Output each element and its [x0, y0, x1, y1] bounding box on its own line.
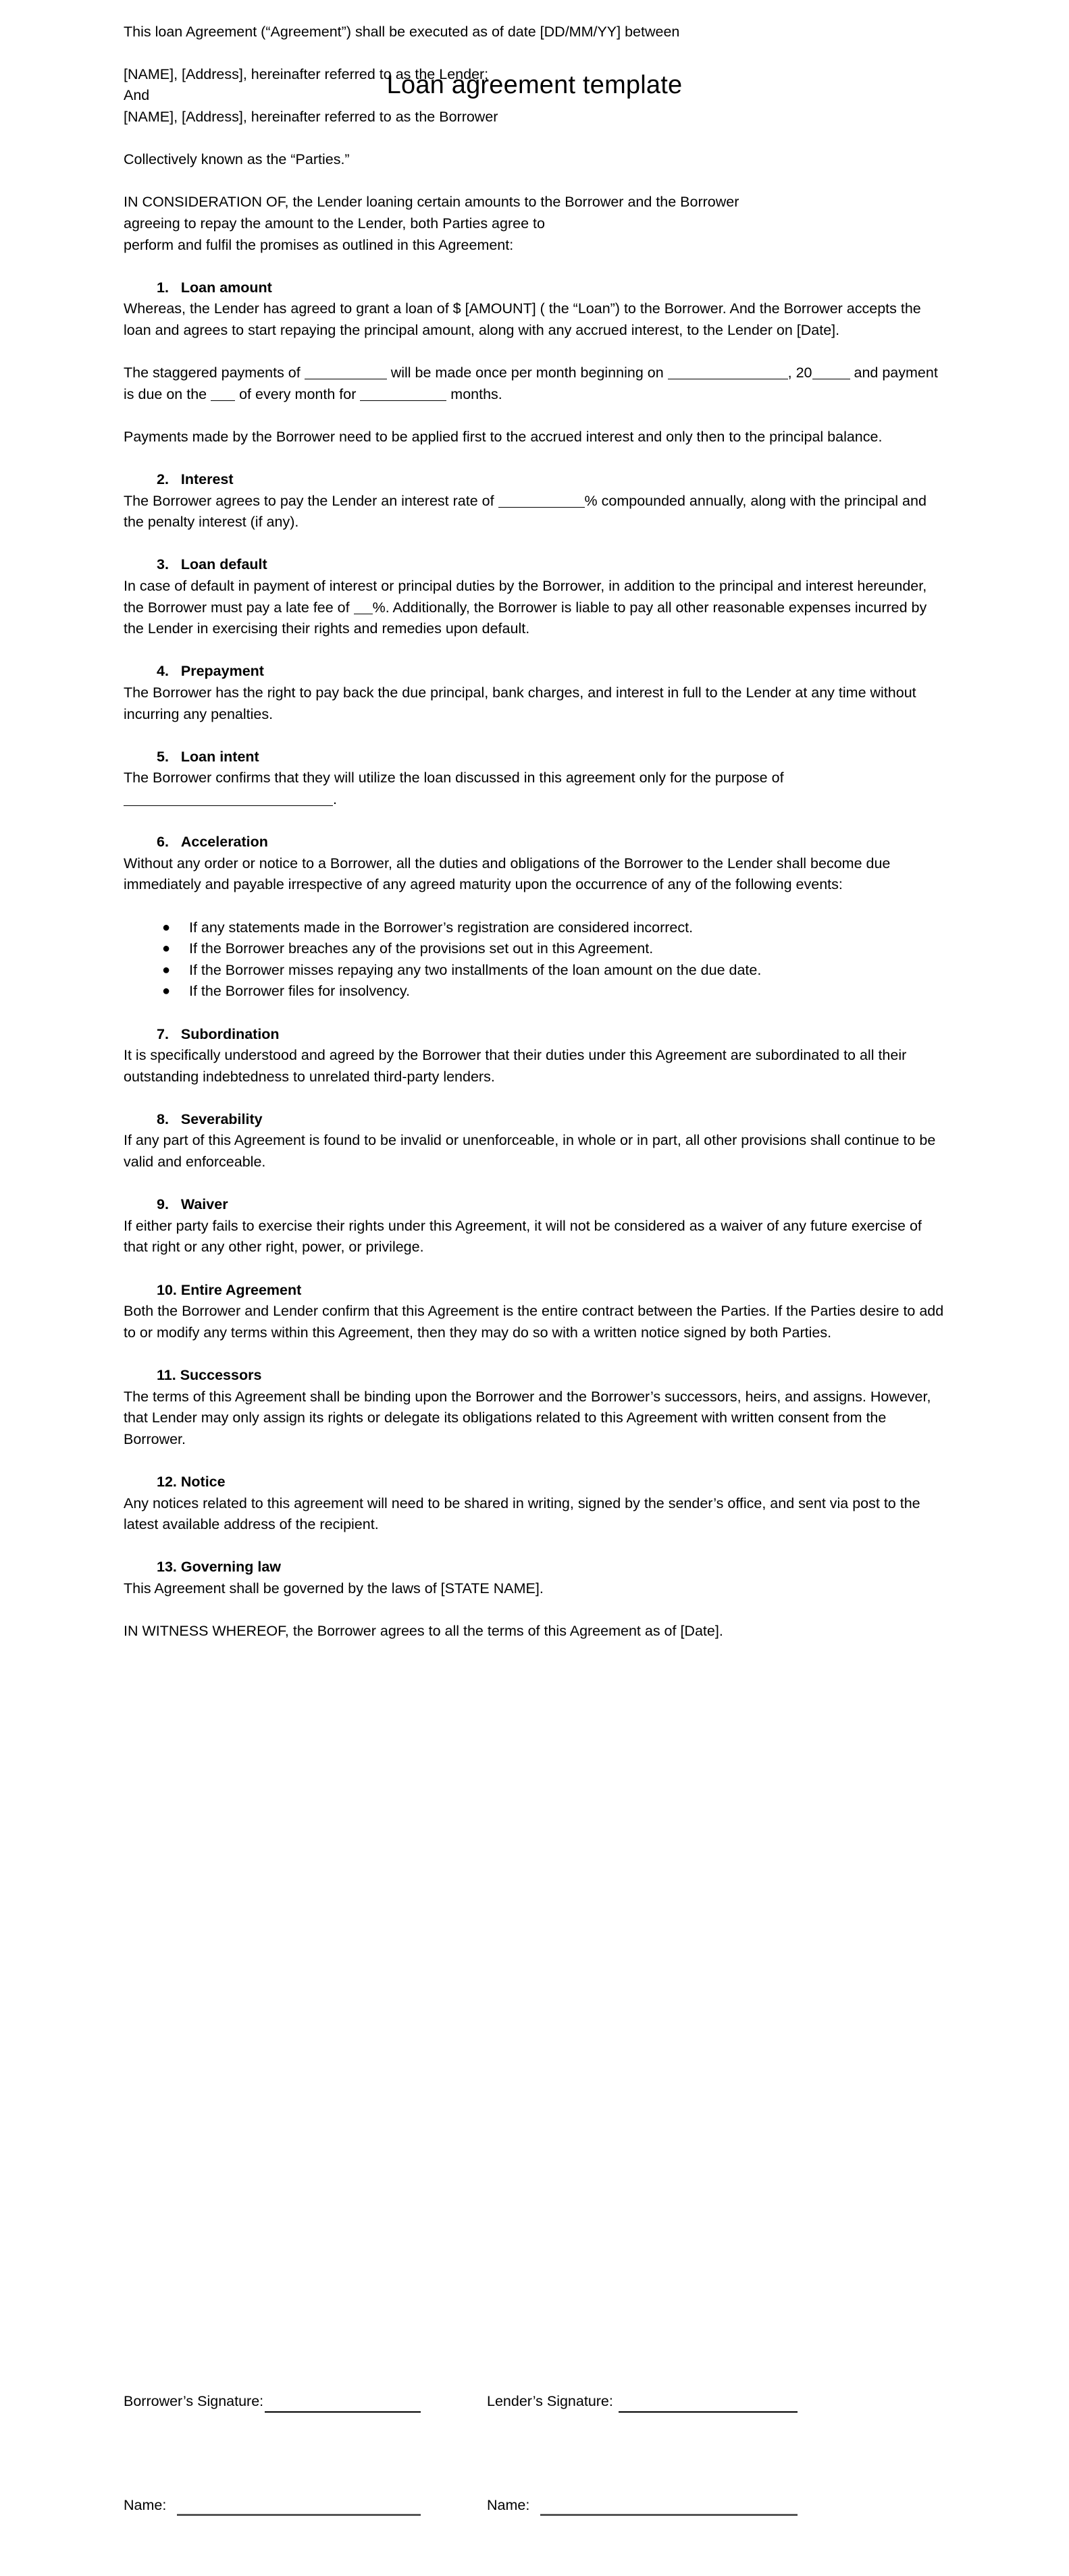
section-heading-notice [124, 1472, 946, 1493]
spacer [124, 1536, 946, 1557]
section-number: 13. [157, 1559, 177, 1576]
section-body-loan-amount: Whereas, the Lender has agreed to grant a loan of $ [AMOUNT] ( the “Loan”) to the Borrower. And the Borrower accepts the loan and agrees to start repaying the principal amount, along with any accrued interest, to the Lender on [Date]. [124, 300, 921, 338]
intent-text-b: . [333, 790, 337, 807]
borrower-name-line[interactable] [177, 2499, 421, 2516]
section-title: Acceleration [180, 834, 268, 851]
section-title: Governing law [180, 1559, 282, 1576]
signature-row [124, 2391, 946, 2413]
section-heading-loan-amount [124, 277, 946, 299]
section-heading-successors [124, 1365, 946, 1387]
bullet-icon: ● [162, 941, 171, 957]
spacer [124, 128, 946, 150]
section-number: 10. [157, 1281, 177, 1298]
section-heading-loan-intent [124, 747, 946, 768]
staggered-text-e: of every month for [235, 385, 361, 402]
lender-name-label: Name: [487, 2496, 534, 2513]
section-number: 12. [157, 1473, 177, 1490]
intro-collectively-line: Collectively known as the “Parties.” [124, 151, 350, 168]
borrower-name-field [124, 2495, 421, 2517]
section-title: Entire Agreement [180, 1281, 302, 1298]
intro-lender-line: [NAME], [Address], hereinafter referred to as the Lender; [124, 65, 489, 82]
section-title: Loan intent [180, 748, 259, 765]
document-body [124, 0, 946, 1642]
lender-signature-label: Lender’s Signature: [487, 2393, 617, 2409]
months-count-blank[interactable] [360, 387, 446, 401]
spacer [124, 811, 946, 832]
begin-month-blank[interactable] [668, 365, 788, 379]
spacer [124, 640, 946, 662]
staggered-text-b: will be made once per month beginning on [386, 365, 668, 381]
list-item-label: If the Borrower files for insolvency. [189, 983, 411, 1000]
section-number: 7. [157, 1025, 169, 1042]
spacer [124, 171, 946, 192]
spacer [124, 725, 946, 747]
list-item [124, 981, 946, 1002]
section-number: 1. [157, 279, 169, 296]
spacer [124, 0, 946, 22]
list-item [124, 938, 946, 960]
section-body-prepayment: The Borrower has the right to pay back the due principal, bank charges, and interest in full to the Lender at any time without incurring any penalties. [124, 685, 916, 722]
borrower-signature-field [124, 2391, 421, 2413]
lender-name-field [487, 2495, 798, 2517]
section-body-notice: Any notices related to this agreement will need to be shared in writing, signed by the sender’s office, and sent via post to the latest available address of the recipient. [124, 1495, 920, 1533]
section-body-waiver: If either party fails to exercise their rights under this Agreement, it will not be considered as a waiver of any future exercise of that right or any other right, power, or privilege. [124, 1217, 922, 1256]
due-day-blank[interactable] [211, 387, 235, 401]
spacer [124, 1600, 946, 1621]
page-title: Loan agreement template [386, 71, 683, 99]
staggered-text-f: months. [446, 385, 502, 402]
spacer [124, 533, 946, 555]
spacer [124, 448, 946, 469]
intro-consideration-line-2: agreeing to repay the amount to the Lender, both Parties agree to [124, 215, 545, 232]
section-body-governing-law: This Agreement shall be governed by the laws of [STATE NAME]. [124, 1580, 544, 1596]
lender-signature-line[interactable] [619, 2398, 798, 2413]
spacer [124, 2413, 946, 2495]
borrower-signature-label: Borrower’s Signature: [124, 2393, 264, 2409]
name-row [124, 2495, 946, 2517]
intro-and-line: And [124, 87, 150, 104]
borrower-signature-line[interactable] [265, 2398, 421, 2413]
default-text-b: %. Additionally, the Borrower is liable to pay all other reasonable expenses incurred by the Lender in exercising their rights and remedies upon default. [124, 599, 927, 637]
section-number: 6. [157, 834, 169, 851]
section-title: Prepayment [180, 663, 264, 680]
lender-signature-field [487, 2391, 798, 2413]
interest-text-a: The Borrower agrees to pay the Lender an interest rate of [124, 492, 498, 509]
bullet-icon: ● [162, 962, 171, 977]
intro-consideration-line-1: IN CONSIDERATION OF, the Lender loaning certain amounts to the Borrower and the Borrower [124, 194, 739, 211]
spacer [124, 1450, 946, 1472]
section-body-loan-default [124, 576, 946, 640]
late-fee-blank[interactable] [354, 600, 373, 614]
section-body-loan-intent [124, 768, 946, 810]
section-body-payments-applied: Payments made by the Borrower need to be applied first to the accrued interest and only then to the principal balance. [124, 428, 883, 445]
section-title: Successors [180, 1367, 262, 1383]
list-item [124, 960, 946, 982]
list-item-label: If the Borrower misses repaying any two installments of the loan amount on the due date. [189, 961, 762, 978]
spacer [124, 1002, 946, 1024]
intro-consideration-line-3: perform and fulfil the promises as outlined in this Agreement: [124, 236, 514, 253]
bullet-icon: ● [162, 919, 171, 935]
spacer [124, 896, 946, 917]
section-number: 11. [157, 1367, 176, 1383]
spacer [124, 1088, 946, 1109]
list-item-label: If any statements made in the Borrower’s registration are considered incorrect. [189, 919, 694, 936]
section-heading-interest [124, 469, 946, 491]
intent-text-a: The Borrower confirms that they will utilize the loan discussed in this agreement only for the purpose of [124, 770, 784, 786]
section-body-interest [124, 491, 946, 533]
interest-rate-blank[interactable] [498, 493, 585, 508]
section-body-staggered-payments [124, 363, 946, 405]
spacer [124, 1173, 946, 1195]
staggered-text-a: The staggered payments of [124, 365, 305, 381]
acceleration-events-list [124, 917, 946, 1002]
section-body-acceleration: Without any order or notice to a Borrower, all the duties and obligations of the Borrower to the Lender shall become due immediately and payable irrespective of any agreed maturity upon the occurrence of any of the following events: [124, 855, 891, 893]
spacer [124, 43, 946, 64]
section-heading-governing-law [124, 1557, 946, 1578]
staggered-text-c: , 20 [787, 365, 812, 381]
section-number: 2. [157, 471, 169, 488]
section-number: 3. [157, 556, 169, 573]
interest-text-b: % compounded annually, along with the principal and the penalty interest (if any). [124, 492, 927, 531]
section-title: Loan amount [180, 279, 272, 296]
list-item-label: If the Borrower breaches any of the provisions set out in this Agreement. [189, 940, 654, 957]
signature-block [124, 2391, 946, 2516]
section-body-successors: The terms of this Agreement shall be binding upon the Borrower and the Borrower’s successors, heirs, and assigns. However, that Lender may only assign its rights or delegate its obligations related to this Agreement with written consent from the Borrower. [124, 1388, 931, 1447]
section-body-severability: If any part of this Agreement is found to be invalid or unenforceable, in whole or in part, all other provisions shall continue to be valid and enforceable. [124, 1132, 936, 1171]
payment-amount-blank[interactable] [305, 365, 387, 379]
spacer [124, 1343, 946, 1365]
intro-execution-line: This loan Agreement (“Agreement”) shall be executed as of date [DD/MM/YY] between [124, 23, 680, 40]
spacer [124, 1258, 946, 1280]
section-heading-prepayment [124, 661, 946, 682]
spacer [124, 342, 946, 363]
default-text-a: In case of default in payment of interest or principal duties by the Borrower, in addition to the principal and interest hereunder, the Borrower must pay a late fee of [124, 578, 927, 616]
staggered-text-d: and payment is due on the [124, 365, 938, 402]
year-blank[interactable] [812, 365, 850, 379]
section-title: Waiver [180, 1196, 228, 1213]
section-title: Severability [180, 1110, 263, 1127]
section-heading-subordination [124, 1024, 946, 1046]
bullet-icon: ● [162, 984, 171, 999]
section-heading-severability [124, 1109, 946, 1131]
section-number: 5. [157, 748, 169, 765]
borrower-name-label: Name: [124, 2496, 171, 2513]
section-title: Notice [180, 1473, 226, 1490]
section-body-entire-agreement: Both the Borrower and Lender confirm that this Agreement is the entire contract between the Parties. If the Parties desire to add to or modify any terms within this Agreement, then they may do so with a written notice signed by both Parties. [124, 1303, 944, 1341]
spacer [124, 256, 946, 277]
section-body-subordination: It is specifically understood and agreed by the Borrower that their duties under this Agreement are subordinated to all their outstanding indebtedness to unrelated third-party lenders. [124, 1047, 907, 1085]
section-title: Loan default [180, 556, 267, 573]
section-number: 9. [157, 1196, 169, 1213]
lender-name-line[interactable] [540, 2499, 798, 2516]
spacer [124, 405, 946, 427]
section-heading-entire-agreement [124, 1280, 946, 1302]
witness-clause: IN WITNESS WHEREOF, the Borrower agrees to all the terms of this Agreement as of [Date]. [124, 1623, 723, 1640]
loan-purpose-blank[interactable] [124, 792, 333, 806]
section-heading-acceleration [124, 832, 946, 853]
section-title: Interest [180, 471, 234, 488]
section-title: Subordination [180, 1025, 280, 1042]
section-number: 4. [157, 663, 169, 680]
section-number: 8. [157, 1110, 169, 1127]
section-heading-loan-default [124, 554, 946, 576]
list-item [124, 917, 946, 939]
intro-borrower-line: [NAME], [Address], hereinafter referred to as the Borrower [124, 108, 498, 125]
section-heading-waiver [124, 1194, 946, 1216]
